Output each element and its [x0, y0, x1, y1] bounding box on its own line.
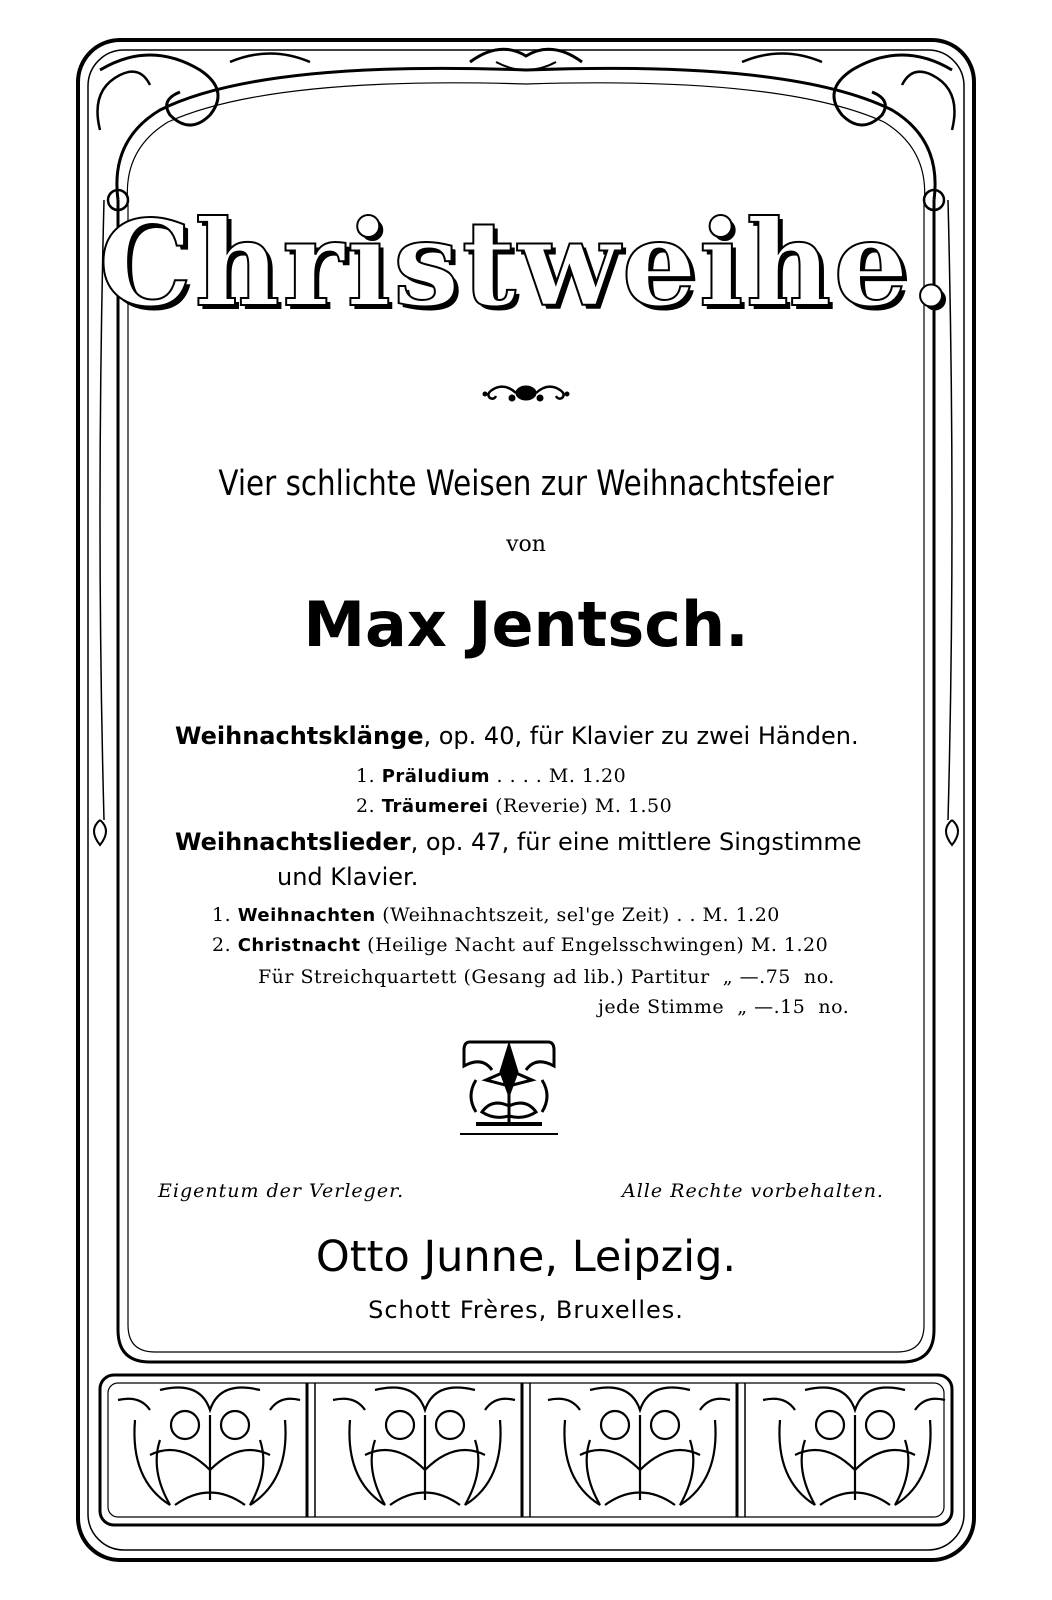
work-heading — [175, 722, 859, 750]
rights-note: Alle Rechte vorbehalten. — [622, 1180, 884, 1202]
list-item: 2. Träumerei (Reverie) M. 1.50 — [356, 795, 673, 817]
price-note: Für Streichquartett (Gesang ad lib.) Partitur „ —.75 no. — [258, 966, 835, 988]
work-description-line2: und Klavier. — [277, 863, 419, 891]
list-item: 1. Weihnachten (Weihnachtszeit, sel'ge Zeit) . . M. 1.20 — [212, 904, 780, 926]
by-word: von — [506, 532, 546, 557]
publisher-name: Otto Junne, Leipzig. — [315, 1232, 737, 1282]
work-heading — [175, 828, 862, 856]
composer-name: Max Jentsch. — [303, 588, 749, 661]
subtitle: Vier schlichte Weisen zur Weihnachtsfeier — [218, 464, 834, 504]
work-title: Weihnachtsklänge — [175, 722, 424, 750]
work-description: , op. 40, für Klavier zu zwei Händen. — [423, 722, 859, 750]
publisher-branch: Schott Frères, Bruxelles. — [368, 1296, 684, 1324]
work-description: , op. 47, für eine mittlere Singstimme — [410, 828, 862, 856]
work-title: Weihnachtslieder — [175, 828, 411, 856]
ownership-note: Eigentum der Verleger. — [158, 1180, 405, 1202]
title-ornament-icon — [482, 380, 570, 406]
price-note: jede Stimme „ —.15 no. — [598, 996, 850, 1018]
list-item: 1. Präludium . . . . M. 1.20 — [356, 765, 627, 787]
lily-ornament-icon — [456, 1036, 562, 1138]
list-item: 2. Christnacht (Heilige Nacht auf Engelsschwingen) M. 1.20 — [212, 934, 829, 956]
page-title: Christweihe. — [98, 194, 954, 333]
